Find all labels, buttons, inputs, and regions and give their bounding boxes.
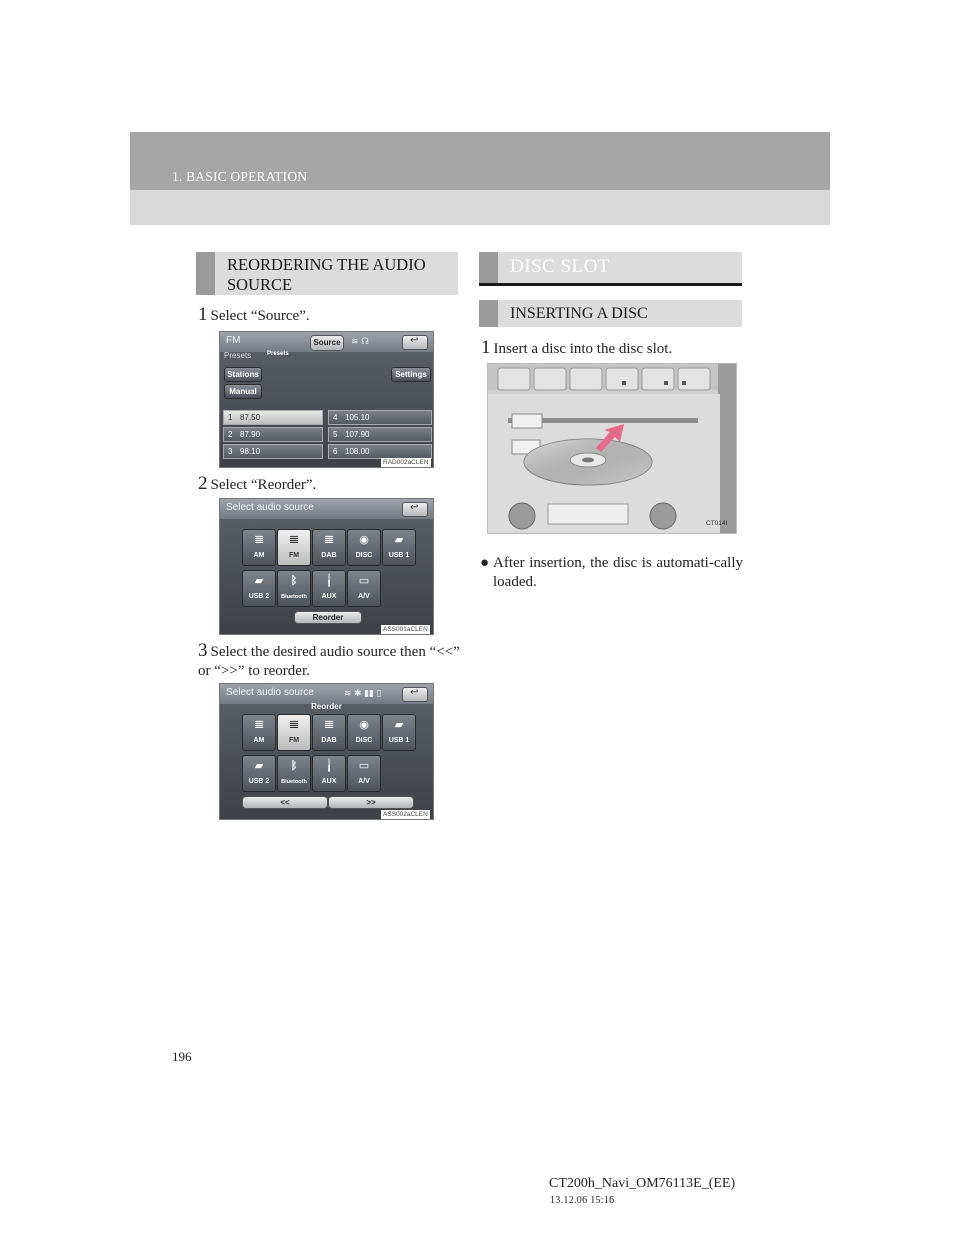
source-usb1[interactable]: ▰ USB 1 [382,714,416,751]
section-reordering [196,252,458,295]
disc-slot-illustration [488,364,736,533]
document-id: CT200h_Navi_OM76113E_(EE) [549,1176,736,1191]
antenna-icon: 𝌆 [254,534,264,546]
screenshot-reorder [219,683,434,820]
usb-icon: ▰ [394,719,404,731]
antenna-icon: 𝌆 [289,719,299,731]
preset-4[interactable]: 4 105.10 [328,410,432,425]
subsection-title: INSERTING A DISC [510,305,648,322]
manual-button[interactable]: Manual [224,384,262,399]
chapter-title: 1. BASIC OPERATION [172,169,308,184]
aux-plug-icon: ╽ [325,760,333,772]
image-code: ASS002aCLEN [383,811,428,818]
source-usb2[interactable]: ▰ USB 2 [242,570,276,607]
back-icon[interactable] [402,335,428,350]
settings-button[interactable]: Settings [391,367,431,382]
source-am[interactable]: 𝌆 AM [242,529,276,566]
usb-icon: ▰ [394,534,404,546]
antenna-icon: 𝌆 [289,534,299,546]
stations-button[interactable]: Stations [224,367,262,382]
source-usb2[interactable]: ▰ USB 2 [242,755,276,792]
disc-icon: ◉ [359,534,369,546]
header-subband [130,190,830,225]
screenshot-fm [219,331,434,468]
step-3: 3 Select the desired audio source then “<<” or “>>” to reorder. [198,640,460,679]
step-2: 2 Select “Reorder”. [198,473,317,494]
antenna-icon: 𝌆 [324,719,334,731]
presets-tab[interactable]: Presets [224,351,252,360]
print-date: 13.12.06 15:16 [550,1195,615,1206]
disc-slot-photo [487,363,737,534]
source-disc[interactable]: ◉ DISC [347,714,381,751]
source-bluetooth[interactable]: ᛒ Bluetooth [277,570,311,607]
source-av[interactable]: ▭ A/V [347,755,381,792]
wifi-icon: ≋ ☊ [351,336,370,346]
source-am[interactable]: 𝌆 AM [242,714,276,751]
source-bluetooth[interactable]: ᛒ Bluetooth [277,755,311,792]
subsection-inserting-disc [479,300,742,327]
preset-1[interactable]: 1 87.50 [223,410,323,425]
bullet-note: ● After insertion, the disc is automati-cally loaded. [480,555,743,590]
source-usb1[interactable]: ▰ USB 1 [382,529,416,566]
source-aux[interactable]: ╽ AUX [312,755,346,792]
back-icon[interactable] [402,687,428,702]
preset-6[interactable]: 6 108.00 [328,444,432,459]
section-title: REORDERING THE AUDIO SOURCE [227,255,426,294]
screen-title: Select audio source [226,687,314,698]
aux-plug-icon: ╽ [325,575,333,587]
bluetooth-icon: ᛒ [290,760,298,772]
usb-icon: ▰ [254,575,264,587]
move-right-button[interactable]: >> [328,796,414,809]
source-button[interactable]: Source [310,335,344,351]
step-1: 1 Select “Source”. [198,304,310,325]
monitor-icon: ▭ [358,575,370,587]
step-insert: 1 Insert a disc into the disc slot. [481,337,673,358]
move-left-button[interactable]: << [242,796,328,809]
preset-5[interactable]: 5 107.90 [328,427,432,442]
antenna-icon: 𝌆 [324,534,334,546]
monitor-icon: ▭ [358,760,370,772]
screenshot-select-source [219,498,434,635]
bluetooth-icon: ᛒ [290,575,298,587]
reorder-label: Reorder [311,702,342,711]
preset-3[interactable]: 3 98.10 [223,444,323,459]
section-title: DISC SLOT [510,256,611,277]
source-dab[interactable]: 𝌆 DAB [312,714,346,751]
source-aux[interactable]: ╽ AUX [312,570,346,607]
disc-icon: ◉ [359,719,369,731]
status-icons: ≋ ✱ ▮▮ ▯ [344,688,382,698]
section-disc-slot [479,252,742,286]
page-number: 196 [172,1049,192,1064]
image-code: ASS001aCLEN [383,626,428,633]
bullet-icon: ● [480,555,490,571]
screen-title: FM [226,335,241,346]
source-disc[interactable]: ◉ DISC [347,529,381,566]
image-code: RAD002aCLEN [383,459,429,466]
antenna-icon: 𝌆 [254,719,264,731]
source-dab[interactable]: 𝌆 DAB [312,529,346,566]
source-fm[interactable]: 𝌆 FM [277,529,311,566]
preset-2[interactable]: 2 87.90 [223,427,323,442]
reorder-button[interactable]: Reorder [294,611,362,624]
source-fm[interactable]: 𝌆 FM [277,714,311,751]
back-icon[interactable] [402,502,428,517]
usb-icon: ▰ [254,760,264,772]
source-av[interactable]: ▭ A/V [347,570,381,607]
photo-code: CT014I [706,520,728,527]
presets-tab-active[interactable]: Presets [267,351,289,357]
screen-title: Select audio source [226,502,314,513]
